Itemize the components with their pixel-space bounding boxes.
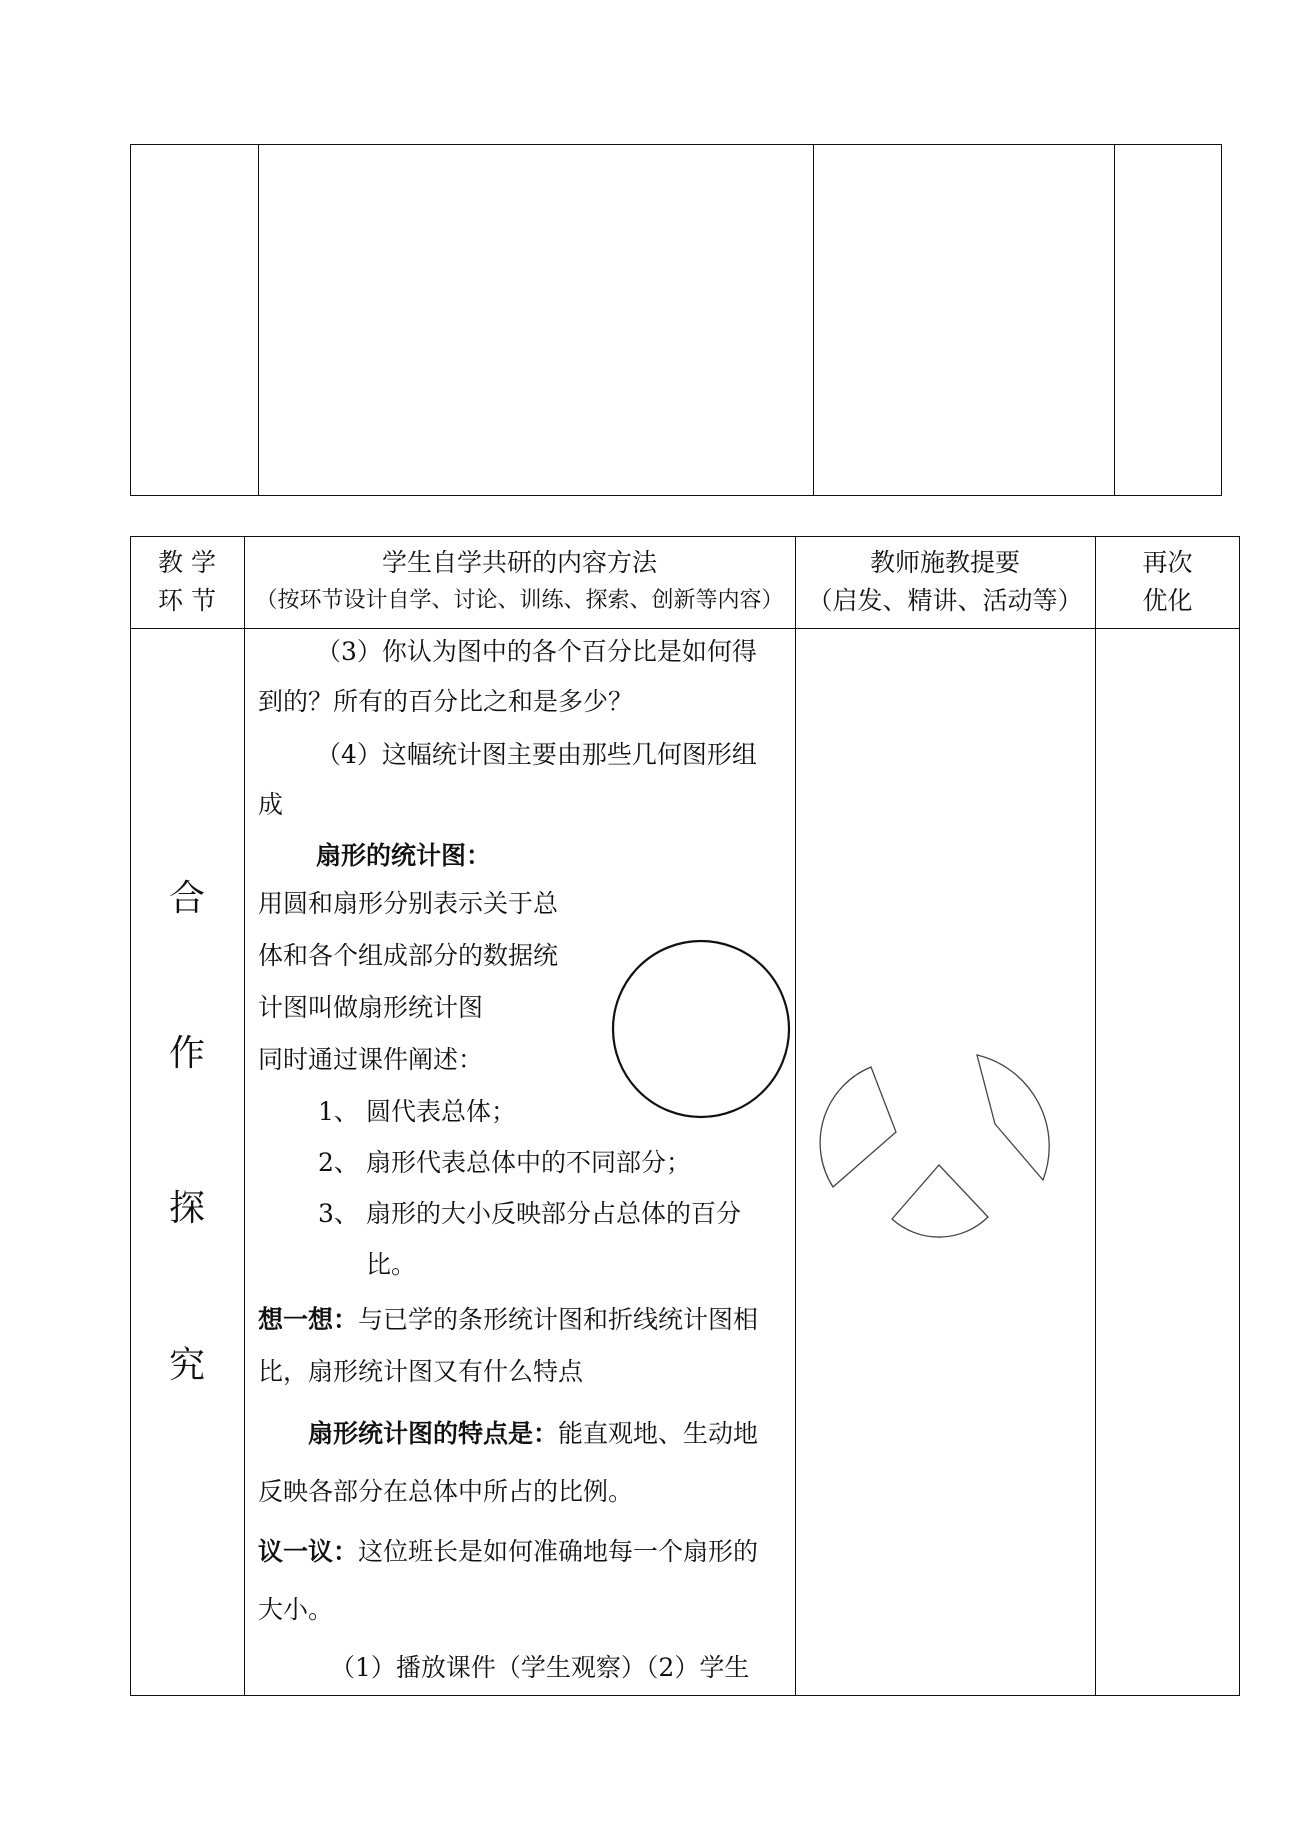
header-optimize-line1: 再次 <box>1142 548 1193 577</box>
think-label: 想一想： <box>258 1305 359 1334</box>
think-line1 <box>258 1300 758 1336</box>
question-3-line2: 到的？所有的百分比之和是多少？ <box>258 687 634 716</box>
question-4-line2: 成 <box>258 790 284 819</box>
sector-left <box>820 1067 896 1187</box>
list-number: 1、 <box>318 1097 359 1126</box>
main-table-divider <box>1095 536 1096 1696</box>
features-line1 <box>308 1414 758 1450</box>
stage-char: 合 <box>168 878 205 919</box>
top-table-divider <box>258 144 259 496</box>
list-text: 圆代表总体； <box>366 1097 517 1126</box>
header-teacher-subtitle: （启发、精讲、活动等） <box>807 586 1083 615</box>
header-row-divider <box>130 628 1240 629</box>
sector-bottom <box>892 1165 988 1237</box>
think-line2: 比，扇形统计图又有什么特点 <box>258 1357 584 1386</box>
header-optimize-cell <box>1095 544 1240 620</box>
definition-line: 体和各个组成部分的数据统 <box>258 941 559 970</box>
stage-char: 探 <box>168 1188 205 1229</box>
features-text: 能直观地、生动地 <box>558 1419 759 1448</box>
header-teacher-title: 教师施教提要 <box>869 548 1020 577</box>
stage-char: 究 <box>168 1345 205 1386</box>
list-text: 扇形的大小反映部分占总体的百分 <box>366 1199 742 1228</box>
list-item <box>318 1194 741 1230</box>
header-stage-line2: 环 节 <box>158 586 216 615</box>
header-teacher-cell <box>795 544 1095 620</box>
list-item <box>318 1143 691 1179</box>
circle-figure <box>606 934 796 1124</box>
sector-right <box>977 1055 1049 1180</box>
definition-line: 用圆和扇形分别表示关于总 <box>258 889 559 918</box>
courseware-line: 同时通过课件阐述： <box>258 1045 484 1074</box>
definition-title: 扇形的统计图： <box>316 841 492 870</box>
header-student-subtitle: （按环节设计自学、讨论、训练、探索、创新等内容） <box>255 588 784 613</box>
main-table-divider <box>244 536 245 1696</box>
discuss-label: 议一议： <box>258 1537 359 1566</box>
discuss-line2: 大小。 <box>258 1595 334 1624</box>
top-table-divider <box>813 144 814 496</box>
definition-line: 计图叫做扇形统计图 <box>258 993 484 1022</box>
header-stage-cell <box>130 544 244 620</box>
sectors-figure <box>808 1040 1078 1250</box>
header-stage-line1: 教 学 <box>158 548 216 577</box>
list-number: 2、 <box>318 1148 359 1177</box>
features-label: 扇形统计图的特点是： <box>308 1419 559 1448</box>
think-text: 与已学的条形统计图和折线统计图相 <box>358 1305 759 1334</box>
discuss-text: 这位班长是如何准确地每一个扇形的 <box>358 1537 759 1566</box>
header-optimize-line2: 优化 <box>1142 586 1193 615</box>
list-text: 扇形代表总体中的不同部分； <box>366 1148 692 1177</box>
top-table <box>130 144 1222 496</box>
list-item-continuation: 比。 <box>366 1250 417 1279</box>
header-student-title: 学生自学共研的内容方法 <box>381 548 657 577</box>
features-line2: 反映各部分在总体中所占的比例。 <box>258 1477 634 1506</box>
question-3-line1: （3）你认为图中的各个百分比是如何得 <box>316 637 757 666</box>
playback-line: （1）播放课件（学生观察）（2）学生 <box>330 1653 750 1682</box>
top-table-divider <box>1114 144 1115 496</box>
list-number: 3、 <box>318 1199 359 1228</box>
list-item <box>318 1092 516 1128</box>
stage-char: 作 <box>168 1033 205 1074</box>
discuss-line1 <box>258 1532 758 1568</box>
question-4-line1: （4）这幅统计图主要由那些几何图形组 <box>316 740 757 769</box>
whole-circle <box>613 941 789 1117</box>
header-student-cell <box>244 544 795 620</box>
